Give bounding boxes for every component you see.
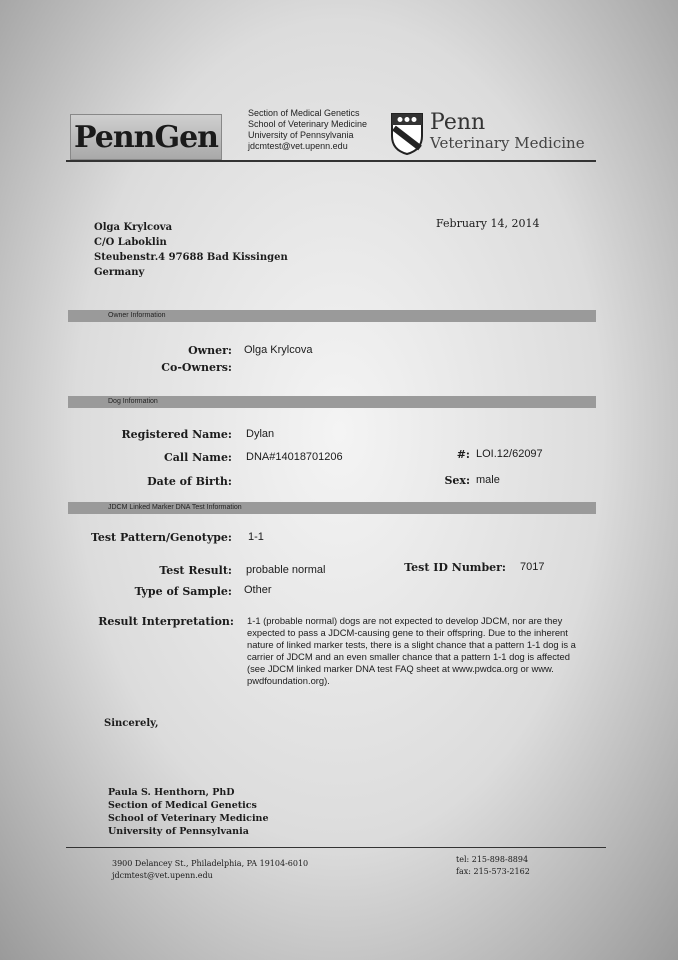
pattern-label: Test Pattern/Genotype: — [90, 531, 232, 544]
recipient-name: Olga Krylcova — [94, 222, 173, 233]
dept-line: Section of Medical Genetics — [248, 108, 360, 118]
sample-label: Type of Sample: — [134, 585, 232, 598]
number-label: #: — [456, 448, 470, 461]
footer-address — [112, 858, 308, 882]
footer-rule — [66, 847, 606, 848]
footer-email: jdcmtest@vet.upenn.edu — [112, 871, 213, 880]
dept-line: School of Veterinary Medicine — [248, 119, 368, 129]
owner-section-bar — [68, 310, 596, 322]
recipient-line: C/O Laboklin — [94, 237, 167, 248]
coowners-label: Co-Owners: — [161, 361, 232, 374]
call-name-label: Call Name: — [164, 451, 232, 464]
recipient-line: Steubenstr.4 97688 Bad Kissingen — [94, 252, 288, 263]
signer-line: School of Veterinary Medicine — [108, 813, 269, 824]
dept-line: University of Pennsylvania — [248, 130, 354, 140]
interpretation-label: Result Interpretation: — [98, 615, 234, 628]
department-info — [248, 108, 367, 152]
pattern-value: 1-1 — [248, 531, 264, 543]
footer-fax: fax: 215-573-2162 — [456, 867, 530, 876]
closing: Sincerely, — [104, 718, 159, 729]
footer-tel: tel: 215-898-8894 — [456, 855, 529, 864]
section-title: Owner Information — [108, 312, 166, 319]
dob-label: Date of Birth: — [147, 475, 232, 488]
signer-name: Paula S. Henthorn, PhD — [108, 787, 235, 798]
penn-wordmark: Penn — [430, 110, 486, 135]
signature-block — [108, 786, 269, 838]
registered-name-label: Registered Name: — [121, 428, 232, 441]
call-name-value: DNA#14018701206 — [246, 451, 343, 463]
sex-value: male — [476, 474, 500, 486]
header-rule — [66, 160, 596, 162]
dept-email: jdcmtest@vet.upenn.edu — [248, 141, 348, 151]
signer-line: Section of Medical Genetics — [108, 800, 257, 811]
test-id-value: 7017 — [520, 561, 545, 573]
number-value: LOI.12/62097 — [476, 448, 543, 460]
sex-label: Sex: — [444, 474, 470, 487]
signer-line: University of Pennsylvania — [108, 826, 249, 837]
owner-value: Olga Krylcova — [244, 344, 313, 356]
recipient-address — [94, 220, 288, 280]
registered-name-value: Dylan — [246, 428, 275, 440]
interpretation-text: 1-1 (probable normal) dogs are not expected to develop JDCM, nor are they expected to pass a JDCM-causing gene to their offspring. Due to the inherent nature of linked marker tests, there is a slight chance that a pattern 1-1 dog is a carrier of JDCM and an even smaller chance that a pattern 1-1 dog is affected (see JDCM linked marker DNA test FAQ sheet at www.pwdca.org or www. pwdfoundation.org). — [247, 615, 576, 686]
penngen-logo: PennGen — [70, 114, 222, 160]
section-title: Dog Information — [108, 398, 158, 405]
footer-contact — [456, 854, 530, 878]
result-label: Test Result: — [159, 564, 232, 577]
letter-date: February 14, 2014 — [436, 217, 540, 230]
result-value: probable normal — [246, 564, 326, 576]
penn-shield-icon — [390, 112, 424, 156]
test-section-bar — [68, 502, 596, 514]
footer-street: 3900 Delancey St., Philadelphia, PA 19104-6010 — [112, 859, 309, 868]
section-title: JDCM Linked Marker DNA Test Information — [108, 504, 242, 511]
penn-vet-med: Veterinary Medicine — [430, 134, 585, 152]
test-id-label: Test ID Number: — [404, 561, 506, 574]
recipient-line: Germany — [94, 267, 145, 278]
sample-value: Other — [244, 584, 272, 596]
owner-label: Owner: — [188, 344, 232, 357]
dog-section-bar — [68, 396, 596, 408]
